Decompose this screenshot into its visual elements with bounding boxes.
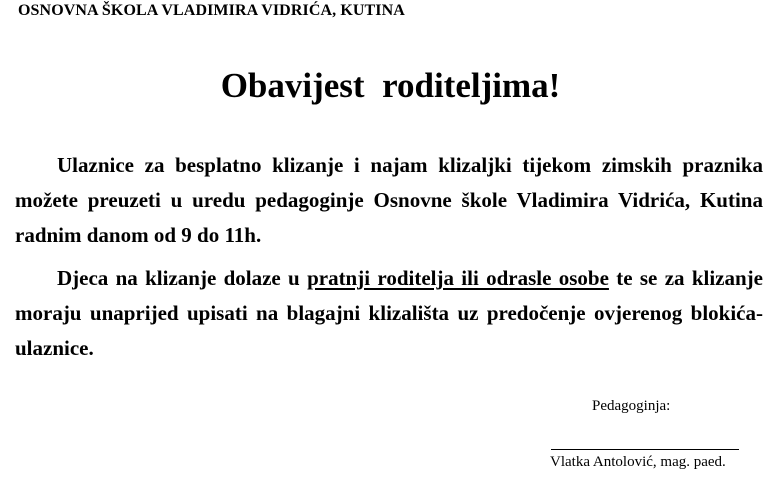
paragraph-text-end: te se za klizanje moraju unaprijed upisati na blagajni klizališta uz predočenje ovjerenog blokića-ulaznice. (15, 266, 763, 360)
signature-name: Vlatka Antolović, mag. paed. (550, 454, 726, 470)
document-title: Obavijest roditeljima! (220, 66, 561, 105)
paragraph-supervision-info (15, 261, 763, 366)
signature-line (551, 449, 739, 450)
paragraph-text-start: Djeca na klizanje dolaze u (57, 266, 308, 290)
signature-role: Pedagoginja: (592, 398, 671, 414)
school-name-header: OSNOVNA ŠKOLA VLADIMIRA VIDRIĆA, KUTINA (18, 2, 405, 19)
paragraph-tickets-info: Ulaznice za besplatno klizanje i najam klizaljki tijekom zimskih praznika možete preuzeti u uredu pedagoginje Osnovne škole Vladimira Vidrića, Kutina radnim danom od 9 do 11h. (15, 153, 763, 247)
underlined-phrase: pratnji roditelja ili odrasle osobe (307, 266, 609, 290)
